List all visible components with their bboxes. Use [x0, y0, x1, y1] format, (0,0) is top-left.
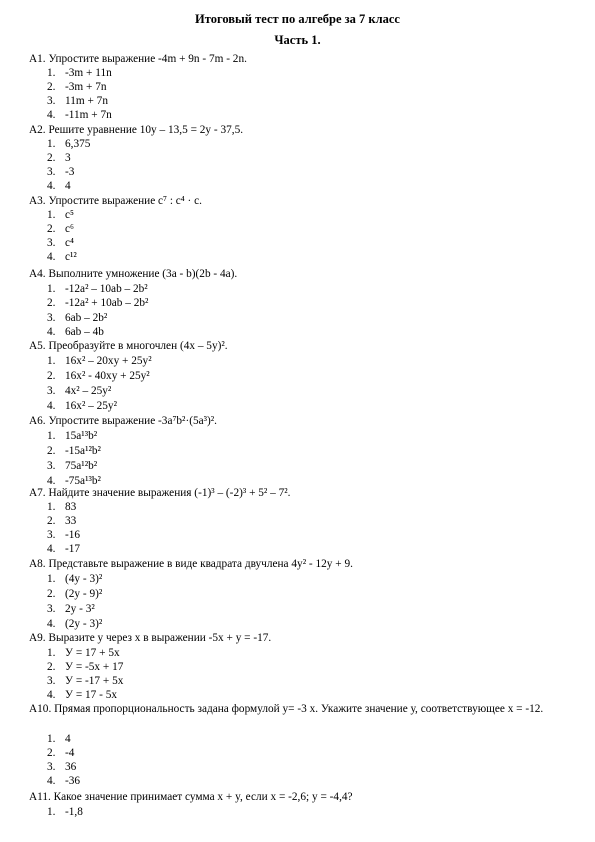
option-a9-1: 1. У = 17 + 5х [47, 647, 120, 659]
option-a8-1: 1. (4y - 3)² [47, 573, 103, 585]
option-a9-2: 2. У = -5х + 17 [47, 661, 124, 673]
option-a8-3: 3. 2y - 3² [47, 603, 95, 615]
option-a8-4: 4. (2y - 3)² [47, 618, 103, 630]
option-a11-1: 1. -1,8 [47, 806, 83, 818]
option-a4-4: 4. 6ab – 4b [47, 326, 104, 338]
option-a3-3: 3. c⁴ [47, 237, 74, 249]
option-a6-4: 4. -75a¹³b² [47, 475, 101, 487]
question-a8: A8. Представьте выражение в виде квадрата двучлена 4y² - 12y + 9. [29, 558, 353, 570]
question-a6: A6. Упростите выражение -3a⁷b²·(5a³)². [29, 415, 217, 427]
option-a10-1: 1. 4 [47, 733, 71, 745]
option-a2-1: 1. 6,375 [47, 138, 91, 150]
option-a7-2: 2. 33 [47, 515, 77, 527]
question-a7: A7. Найдите значение выражения (-1)³ – (-2)³ + 5² – 7². [29, 487, 291, 499]
option-a10-4: 4. -36 [47, 775, 81, 787]
question-a3: A3. Упростите выражение c⁷ : c⁴ · c. [29, 195, 202, 207]
page-title: Итоговый тест по алгебре за 7 класс [195, 12, 400, 26]
option-a3-1: 1. c⁵ [47, 209, 74, 221]
option-a1-3: 3. 11m + 7n [47, 95, 108, 107]
option-a2-2: 2. 3 [47, 152, 71, 164]
option-a5-1: 1. 16x² – 20xy + 25y² [47, 355, 152, 367]
question-a1: A1. Упростите выражение -4m + 9n - 7m - 2n. [29, 53, 247, 65]
option-a6-2: 2. -15a¹²b² [47, 445, 101, 457]
question-a11: A11. Какое значение принимает сумма x + y, если x = -2,6; y = -4,4? [29, 791, 353, 803]
option-a7-4: 4. -17 [47, 543, 81, 555]
option-a3-4: 4. c¹² [47, 251, 77, 263]
option-a5-3: 3. 4x² – 25y² [47, 385, 112, 397]
option-a7-1: 1. 83 [47, 501, 77, 513]
option-a10-2: 2. -4 [47, 747, 75, 759]
option-a2-3: 3. -3 [47, 166, 75, 178]
option-a2-4: 4. 4 [47, 180, 71, 192]
option-a4-2: 2. -12a² + 10ab – 2b² [47, 297, 149, 309]
option-a5-2: 2. 16x² - 40xy + 25y² [47, 370, 150, 382]
option-a7-3: 3. -16 [47, 529, 81, 541]
option-a4-1: 1. -12a² – 10ab – 2b² [47, 283, 148, 295]
question-a5: A5. Преобразуйте в многочлен (4x – 5y)². [29, 340, 228, 352]
option-a1-2: 2. -3m + 7n [47, 81, 107, 93]
option-a1-4: 4. -11m + 7n [47, 109, 112, 121]
question-a10: A10. Прямая пропорциональность задана формулой y= -3 x. Укажите значение у, соответствующее x = -12. [29, 703, 544, 715]
option-a9-4: 4. У = 17 - 5х [47, 689, 118, 701]
question-a9: A9. Выразите у через х в выражении -5x + y = -17. [29, 632, 272, 644]
part-heading: Часть 1. [274, 33, 321, 47]
option-a1-1: 1. -3m + 11n [47, 67, 112, 79]
option-a5-4: 4. 16x² – 25y² [47, 400, 117, 412]
option-a3-2: 2. c⁶ [47, 223, 74, 235]
question-a2: A2. Решите уравнение 10y – 13,5 = 2y - 37,5. [29, 124, 244, 136]
question-a4: A4. Выполните умножение (3a - b)(2b - 4a). [29, 268, 238, 280]
option-a8-2: 2. (2y - 9)² [47, 588, 103, 600]
option-a4-3: 3. 6ab – 2b² [47, 312, 108, 324]
option-a6-3: 3. 75a¹²b² [47, 460, 98, 472]
option-a10-3: 3. 36 [47, 761, 77, 773]
option-a9-3: 3. У = -17 + 5х [47, 675, 124, 687]
option-a6-1: 1. 15a¹³b² [47, 430, 98, 442]
